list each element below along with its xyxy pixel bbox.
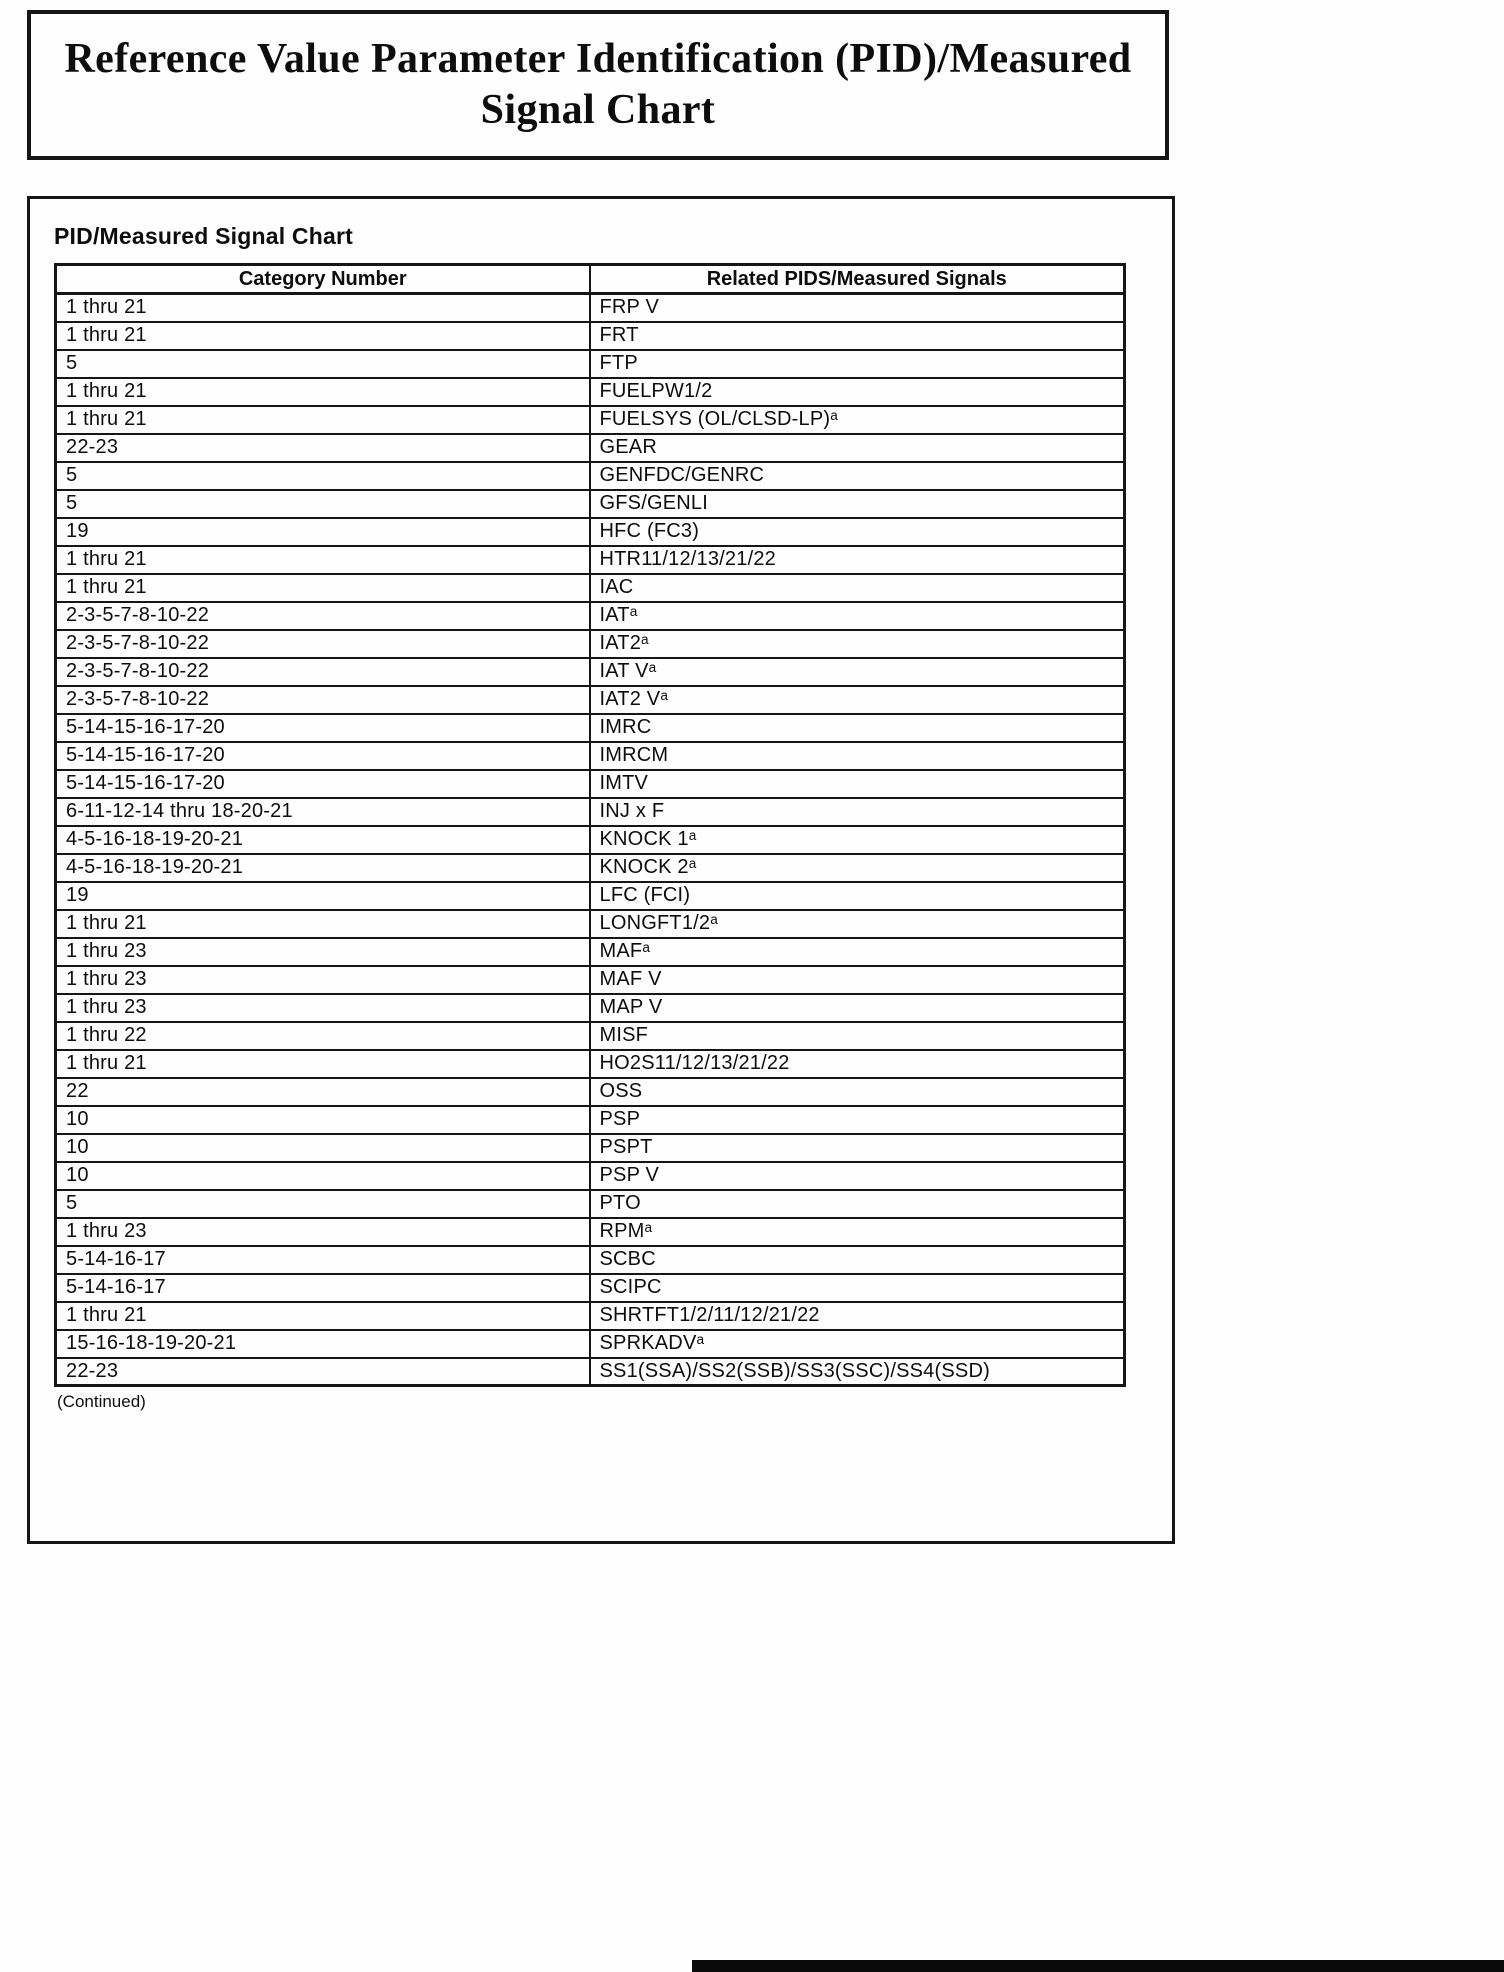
category-number-cell: 4-5-16-18-19-20-21 xyxy=(56,826,590,854)
category-number-cell: 10 xyxy=(56,1162,590,1190)
signal-cell: KNOCK 1ᵃ xyxy=(590,826,1125,854)
page-title-line-2: Signal Chart xyxy=(480,87,716,133)
scan-artifact-bar xyxy=(692,1960,1504,1972)
signal-cell: IAT Vᵃ xyxy=(590,658,1125,686)
table-header-row xyxy=(56,265,1125,294)
signal-cell: LFC (FCI) xyxy=(590,882,1125,910)
category-number-cell: 1 thru 21 xyxy=(56,294,590,322)
table-row xyxy=(56,994,1125,1022)
category-number-cell: 22-23 xyxy=(56,1358,590,1386)
signal-cell: HFC (FC3) xyxy=(590,518,1125,546)
signal-cell: SS1(SSA)/SS2(SSB)/SS3(SSC)/SS4(SSD) xyxy=(590,1358,1125,1386)
signal-cell: MAP V xyxy=(590,994,1125,1022)
table-row xyxy=(56,1134,1125,1162)
table-row xyxy=(56,742,1125,770)
table-row xyxy=(56,490,1125,518)
category-number-cell: 1 thru 23 xyxy=(56,938,590,966)
signal-cell: PSPT xyxy=(590,1134,1125,1162)
table-row xyxy=(56,602,1125,630)
category-number-cell: 1 thru 21 xyxy=(56,322,590,350)
category-number-cell: 1 thru 21 xyxy=(56,546,590,574)
table-row xyxy=(56,770,1125,798)
table-row xyxy=(56,350,1125,378)
category-number-cell: 2-3-5-7-8-10-22 xyxy=(56,630,590,658)
table-row xyxy=(56,1302,1125,1330)
table-row xyxy=(56,1246,1125,1274)
page-title-line-1: Reference Value Parameter Identification (PID)/Measured xyxy=(64,35,1132,82)
signal-cell: GEAR xyxy=(590,434,1125,462)
signal-cell: KNOCK 2ᵃ xyxy=(590,854,1125,882)
category-number-cell: 1 thru 23 xyxy=(56,966,590,994)
category-number-cell: 19 xyxy=(56,882,590,910)
category-number-cell: 5 xyxy=(56,462,590,490)
signal-cell: INJ x F xyxy=(590,798,1125,826)
category-number-cell: 2-3-5-7-8-10-22 xyxy=(56,602,590,630)
signal-cell: FUELPW1/2 xyxy=(590,378,1125,406)
table-row xyxy=(56,714,1125,742)
table-row xyxy=(56,1218,1125,1246)
signal-cell: FRP V xyxy=(590,294,1125,322)
category-number-cell: 1 thru 23 xyxy=(56,1218,590,1246)
signal-cell: SCBC xyxy=(590,1246,1125,1274)
category-number-cell: 5 xyxy=(56,350,590,378)
category-number-cell: 1 thru 22 xyxy=(56,1022,590,1050)
signal-cell: IAT2ᵃ xyxy=(590,630,1125,658)
category-number-cell: 4-5-16-18-19-20-21 xyxy=(56,854,590,882)
category-number-cell: 22-23 xyxy=(56,434,590,462)
category-number-cell: 1 thru 21 xyxy=(56,910,590,938)
category-number-cell: 1 thru 23 xyxy=(56,994,590,1022)
table-row xyxy=(56,798,1125,826)
continued-note: (Continued) xyxy=(57,1392,146,1411)
signal-cell: MISF xyxy=(590,1022,1125,1050)
category-number-cell: 6-11-12-14 thru 18-20-21 xyxy=(56,798,590,826)
table-body xyxy=(56,294,1125,1386)
category-number-cell: 1 thru 21 xyxy=(56,574,590,602)
table-row xyxy=(56,574,1125,602)
category-number-cell: 2-3-5-7-8-10-22 xyxy=(56,658,590,686)
table-row xyxy=(56,910,1125,938)
signal-cell: IMTV xyxy=(590,770,1125,798)
signal-cell: PSP xyxy=(590,1106,1125,1134)
table-row xyxy=(56,1274,1125,1302)
document-title-box xyxy=(27,10,1169,160)
category-number-cell: 5-14-15-16-17-20 xyxy=(56,714,590,742)
table-row xyxy=(56,434,1125,462)
section-label: PID/Measured Signal Chart xyxy=(54,223,353,249)
category-number-cell: 10 xyxy=(56,1106,590,1134)
signal-cell: HO2S11/12/13/21/22 xyxy=(590,1050,1125,1078)
table-row xyxy=(56,406,1125,434)
table-header xyxy=(56,265,1125,294)
table-row xyxy=(56,1106,1125,1134)
signal-cell: MAFᵃ xyxy=(590,938,1125,966)
signal-cell: PTO xyxy=(590,1190,1125,1218)
signal-cell: PSP V xyxy=(590,1162,1125,1190)
pid-chart-section xyxy=(27,196,1175,1544)
page-title xyxy=(34,34,1161,136)
signal-cell: IAC xyxy=(590,574,1125,602)
signal-cell: IAT2 Vᵃ xyxy=(590,686,1125,714)
table-row xyxy=(56,938,1125,966)
pid-signal-table xyxy=(54,263,1126,1387)
table-row xyxy=(56,1162,1125,1190)
signal-cell: SHRTFT1/2/11/12/21/22 xyxy=(590,1302,1125,1330)
category-number-cell: 1 thru 21 xyxy=(56,1302,590,1330)
column-header-related-pids: Related PIDS/Measured Signals xyxy=(590,265,1125,294)
signal-cell: RPMᵃ xyxy=(590,1218,1125,1246)
signal-cell: IMRCM xyxy=(590,742,1125,770)
category-number-cell: 5 xyxy=(56,490,590,518)
table-row xyxy=(56,462,1125,490)
signal-cell: IATᵃ xyxy=(590,602,1125,630)
table-row xyxy=(56,854,1125,882)
signal-cell: GFS/GENLI xyxy=(590,490,1125,518)
table-row xyxy=(56,322,1125,350)
table-row xyxy=(56,294,1125,322)
category-number-cell: 2-3-5-7-8-10-22 xyxy=(56,686,590,714)
category-number-cell: 5-14-16-17 xyxy=(56,1246,590,1274)
table-row xyxy=(56,518,1125,546)
table-row xyxy=(56,1190,1125,1218)
table-row xyxy=(56,658,1125,686)
category-number-cell: 15-16-18-19-20-21 xyxy=(56,1330,590,1358)
category-number-cell: 22 xyxy=(56,1078,590,1106)
signal-cell: FTP xyxy=(590,350,1125,378)
table-row xyxy=(56,826,1125,854)
signal-cell: SPRKADVᵃ xyxy=(590,1330,1125,1358)
table-row xyxy=(56,882,1125,910)
signal-cell: FRT xyxy=(590,322,1125,350)
category-number-cell: 10 xyxy=(56,1134,590,1162)
category-number-cell: 1 thru 21 xyxy=(56,406,590,434)
table-row xyxy=(56,1358,1125,1386)
table-row xyxy=(56,686,1125,714)
table-row xyxy=(56,1022,1125,1050)
category-number-cell: 19 xyxy=(56,518,590,546)
table-row xyxy=(56,1078,1125,1106)
category-number-cell: 1 thru 21 xyxy=(56,1050,590,1078)
table-row xyxy=(56,630,1125,658)
signal-cell: LONGFT1/2ᵃ xyxy=(590,910,1125,938)
column-header-category-number: Category Number xyxy=(56,265,590,294)
table-row xyxy=(56,1050,1125,1078)
signal-cell: GENFDC/GENRC xyxy=(590,462,1125,490)
table-row xyxy=(56,966,1125,994)
table-row xyxy=(56,546,1125,574)
signal-cell: HTR11/12/13/21/22 xyxy=(590,546,1125,574)
signal-cell: SCIPC xyxy=(590,1274,1125,1302)
category-number-cell: 5 xyxy=(56,1190,590,1218)
category-number-cell: 5-14-15-16-17-20 xyxy=(56,742,590,770)
category-number-cell: 5-14-15-16-17-20 xyxy=(56,770,590,798)
category-number-cell: 5-14-16-17 xyxy=(56,1274,590,1302)
table-row xyxy=(56,378,1125,406)
signal-cell: OSS xyxy=(590,1078,1125,1106)
signal-cell: FUELSYS (OL/CLSD-LP)ᵃ xyxy=(590,406,1125,434)
category-number-cell: 1 thru 21 xyxy=(56,378,590,406)
signal-cell: IMRC xyxy=(590,714,1125,742)
table-row xyxy=(56,1330,1125,1358)
signal-cell: MAF V xyxy=(590,966,1125,994)
